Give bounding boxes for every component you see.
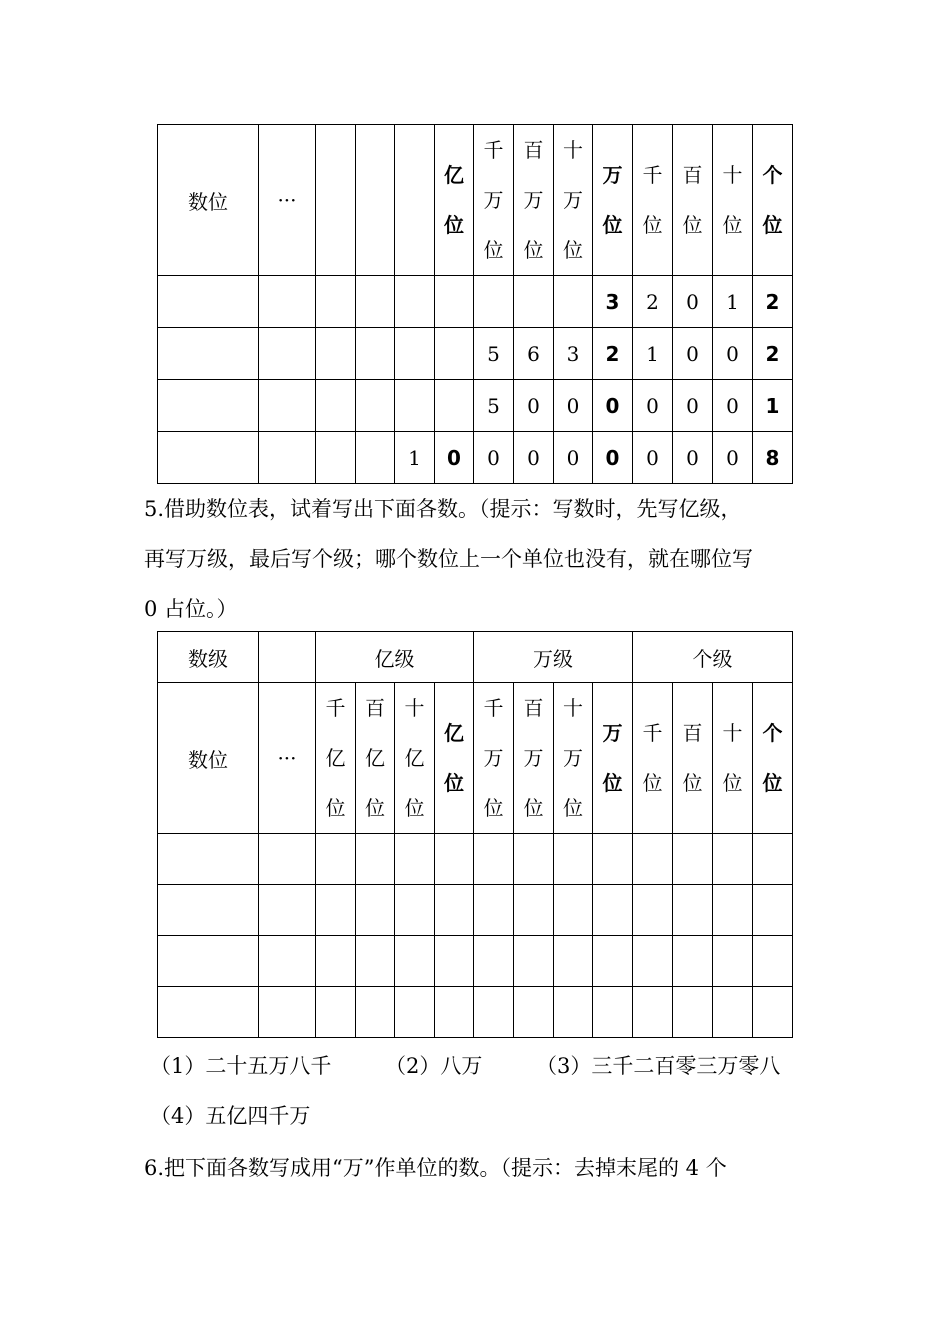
blank-cell[interactable] xyxy=(633,987,673,1038)
digit-cell: 2 xyxy=(633,276,673,328)
blank-cell[interactable] xyxy=(316,834,356,885)
level-label: 数级 xyxy=(158,632,259,683)
place-value-table-2 xyxy=(157,631,793,1038)
col-header-bai: 百 位 xyxy=(673,125,713,276)
level-yi: 亿级 xyxy=(316,632,474,683)
digit-cell xyxy=(356,276,395,328)
blank-cell[interactable] xyxy=(259,834,316,885)
col-header: 百 亿 位 xyxy=(356,683,395,834)
digit-cell: 1 xyxy=(633,328,673,380)
col-header xyxy=(316,125,356,276)
blank-cell[interactable] xyxy=(474,834,514,885)
table-row xyxy=(158,328,793,380)
ellipsis-cell xyxy=(259,276,316,328)
blank-cell[interactable] xyxy=(158,987,259,1038)
col-header: 千 万 位 xyxy=(474,683,514,834)
digit-cell xyxy=(316,380,356,432)
blank-cell[interactable] xyxy=(395,936,435,987)
blank-cell[interactable] xyxy=(158,834,259,885)
blank-cell[interactable] xyxy=(395,885,435,936)
digit-cell: 0 xyxy=(514,380,554,432)
digit-cell xyxy=(395,380,435,432)
digit-cell xyxy=(356,380,395,432)
row-label-cell xyxy=(158,380,259,432)
blank-cell[interactable] xyxy=(356,987,395,1038)
blank-cell[interactable] xyxy=(435,936,474,987)
blank-cell[interactable] xyxy=(713,834,753,885)
question-6-line-1: 6.把下面各数写成用“万”作单位的数。（提示：去掉末尾的 4 个 xyxy=(144,1156,727,1180)
digit-cell xyxy=(474,276,514,328)
blank-cell[interactable] xyxy=(633,936,673,987)
blank-cell[interactable] xyxy=(673,885,713,936)
col-header-yi: 亿 位 xyxy=(435,125,474,276)
col-header: 个 位 xyxy=(753,683,793,834)
digit-cell: 6 xyxy=(514,328,554,380)
blank-cell[interactable] xyxy=(158,885,259,936)
digit-cell xyxy=(356,328,395,380)
item-2: （2）八万 xyxy=(385,1054,483,1078)
digit-cell: 0 xyxy=(633,380,673,432)
col-header: 百 位 xyxy=(673,683,713,834)
level-row xyxy=(158,632,793,683)
blank-cell[interactable] xyxy=(554,885,593,936)
col-header: 亿 位 xyxy=(435,683,474,834)
level-blank xyxy=(259,632,316,683)
digit-cell xyxy=(316,276,356,328)
blank-cell[interactable] xyxy=(474,936,514,987)
level-wan: 万级 xyxy=(474,632,633,683)
digit-cell xyxy=(435,276,474,328)
question-5-line-1: 5.借助数位表，试着写出下面各数。（提示：写数时，先写亿级， xyxy=(144,497,742,521)
digit-cell xyxy=(395,328,435,380)
digit-cell xyxy=(435,328,474,380)
col-header xyxy=(395,125,435,276)
digit-cell xyxy=(554,276,593,328)
question-5-line-3: 0 占位。） xyxy=(144,597,238,621)
digit-cell: 5 xyxy=(474,380,514,432)
blank-cell[interactable] xyxy=(554,834,593,885)
blank-cell[interactable] xyxy=(259,885,316,936)
digit-cell: 0 xyxy=(554,380,593,432)
digit-cell: 2 xyxy=(753,328,793,380)
blank-cell[interactable] xyxy=(514,885,554,936)
digit-cell: 8 xyxy=(753,432,793,484)
digit-cell xyxy=(316,432,356,484)
table-row xyxy=(158,834,793,885)
table-row xyxy=(158,885,793,936)
digit-cell: 2 xyxy=(593,328,633,380)
digit-cell: 0 xyxy=(673,380,713,432)
blank-cell[interactable] xyxy=(316,987,356,1038)
digit-cell: 1 xyxy=(753,380,793,432)
question-5-line-2: 再写万级，最后写个级；哪个数位上一个单位也没有，就在哪位写 xyxy=(144,547,753,571)
blank-cell[interactable] xyxy=(356,834,395,885)
blank-cell[interactable] xyxy=(713,987,753,1038)
blank-cell[interactable] xyxy=(158,936,259,987)
header-row xyxy=(158,683,793,834)
digit-cell: 2 xyxy=(753,276,793,328)
place-value-table-1 xyxy=(157,124,793,484)
digit-cell: 0 xyxy=(593,432,633,484)
header-row xyxy=(158,125,793,276)
blank-cell[interactable] xyxy=(395,834,435,885)
digit-cell: 0 xyxy=(514,432,554,484)
blank-cell[interactable] xyxy=(673,987,713,1038)
table-row xyxy=(158,276,793,328)
row-label-cell xyxy=(158,276,259,328)
blank-cell[interactable] xyxy=(593,885,633,936)
table-row xyxy=(158,380,793,432)
blank-cell[interactable] xyxy=(435,834,474,885)
digit-cell: 5 xyxy=(474,328,514,380)
blank-cell[interactable] xyxy=(753,885,793,936)
blank-cell[interactable] xyxy=(514,834,554,885)
col-header: 十 万 位 xyxy=(554,683,593,834)
blank-cell[interactable] xyxy=(259,936,316,987)
blank-cell[interactable] xyxy=(593,987,633,1038)
col-header-qian: 千 位 xyxy=(633,125,673,276)
blank-cell[interactable] xyxy=(395,987,435,1038)
digit-cell xyxy=(435,380,474,432)
col-header-baiwan: 百 万 位 xyxy=(514,125,554,276)
col-header-shiwan: 十 万 位 xyxy=(554,125,593,276)
blank-cell[interactable] xyxy=(435,987,474,1038)
ellipsis-cell xyxy=(259,380,316,432)
table-row xyxy=(158,987,793,1038)
ellipsis-cell xyxy=(259,432,316,484)
col-header: 千 亿 位 xyxy=(316,683,356,834)
blank-cell[interactable] xyxy=(474,987,514,1038)
item-1: （1）二十五万八千 xyxy=(150,1054,332,1078)
blank-cell[interactable] xyxy=(316,936,356,987)
table-row xyxy=(158,936,793,987)
digit-cell: 3 xyxy=(554,328,593,380)
item-3: （3）三千二百零三万零八 xyxy=(536,1054,781,1078)
blank-cell[interactable] xyxy=(753,834,793,885)
blank-cell[interactable] xyxy=(753,936,793,987)
ellipsis-cell xyxy=(259,328,316,380)
blank-cell[interactable] xyxy=(259,987,316,1038)
col-header xyxy=(356,125,395,276)
digit-cell: 1 xyxy=(713,276,753,328)
col-header: 千 位 xyxy=(633,683,673,834)
item-4: （4）五亿四千万 xyxy=(150,1104,311,1128)
col-header-ge: 个 位 xyxy=(753,125,793,276)
blank-cell[interactable] xyxy=(554,936,593,987)
blank-cell[interactable] xyxy=(753,987,793,1038)
col-header: 万 位 xyxy=(593,683,633,834)
ellipsis: ··· xyxy=(259,683,316,834)
col-header: 十 位 xyxy=(713,683,753,834)
col-header: 十 亿 位 xyxy=(395,683,435,834)
blank-cell[interactable] xyxy=(633,834,673,885)
digit-cell: 0 xyxy=(554,432,593,484)
blank-cell[interactable] xyxy=(356,936,395,987)
digit-cell: 0 xyxy=(713,432,753,484)
blank-cell[interactable] xyxy=(633,885,673,936)
blank-cell[interactable] xyxy=(514,936,554,987)
col-header-wan: 万 位 xyxy=(593,125,633,276)
digit-cell: 0 xyxy=(435,432,474,484)
blank-cell[interactable] xyxy=(713,936,753,987)
row-label-cell xyxy=(158,328,259,380)
blank-cell[interactable] xyxy=(474,885,514,936)
blank-cell[interactable] xyxy=(316,885,356,936)
digit-cell xyxy=(356,432,395,484)
digit-cell: 0 xyxy=(633,432,673,484)
row-label-cell xyxy=(158,432,259,484)
blank-cell[interactable] xyxy=(713,885,753,936)
table-row xyxy=(158,432,793,484)
level-ge: 个级 xyxy=(633,632,793,683)
blank-cell[interactable] xyxy=(514,987,554,1038)
blank-cell[interactable] xyxy=(356,885,395,936)
blank-cell[interactable] xyxy=(673,936,713,987)
digit-cell xyxy=(316,328,356,380)
col-header: 百 万 位 xyxy=(514,683,554,834)
digit-cell: 0 xyxy=(713,380,753,432)
digit-cell: 1 xyxy=(395,432,435,484)
digit-cell: 0 xyxy=(593,380,633,432)
digit-cell: 0 xyxy=(673,432,713,484)
digit-cell: 0 xyxy=(713,328,753,380)
blank-cell[interactable] xyxy=(554,987,593,1038)
digit-cell: 0 xyxy=(673,276,713,328)
col-header-shi: 十 位 xyxy=(713,125,753,276)
digit-cell: 0 xyxy=(673,328,713,380)
col-header-qianwan: 千 万 位 xyxy=(474,125,514,276)
digit-cell: 0 xyxy=(474,432,514,484)
blank-cell[interactable] xyxy=(435,885,474,936)
digit-cell xyxy=(514,276,554,328)
digit-cell xyxy=(395,276,435,328)
blank-cell[interactable] xyxy=(673,834,713,885)
digit-cell: 3 xyxy=(593,276,633,328)
ellipsis: ··· xyxy=(259,125,316,276)
blank-cell[interactable] xyxy=(593,834,633,885)
row-label: 数位 xyxy=(158,125,259,276)
row-label: 数位 xyxy=(158,683,259,834)
blank-cell[interactable] xyxy=(593,936,633,987)
